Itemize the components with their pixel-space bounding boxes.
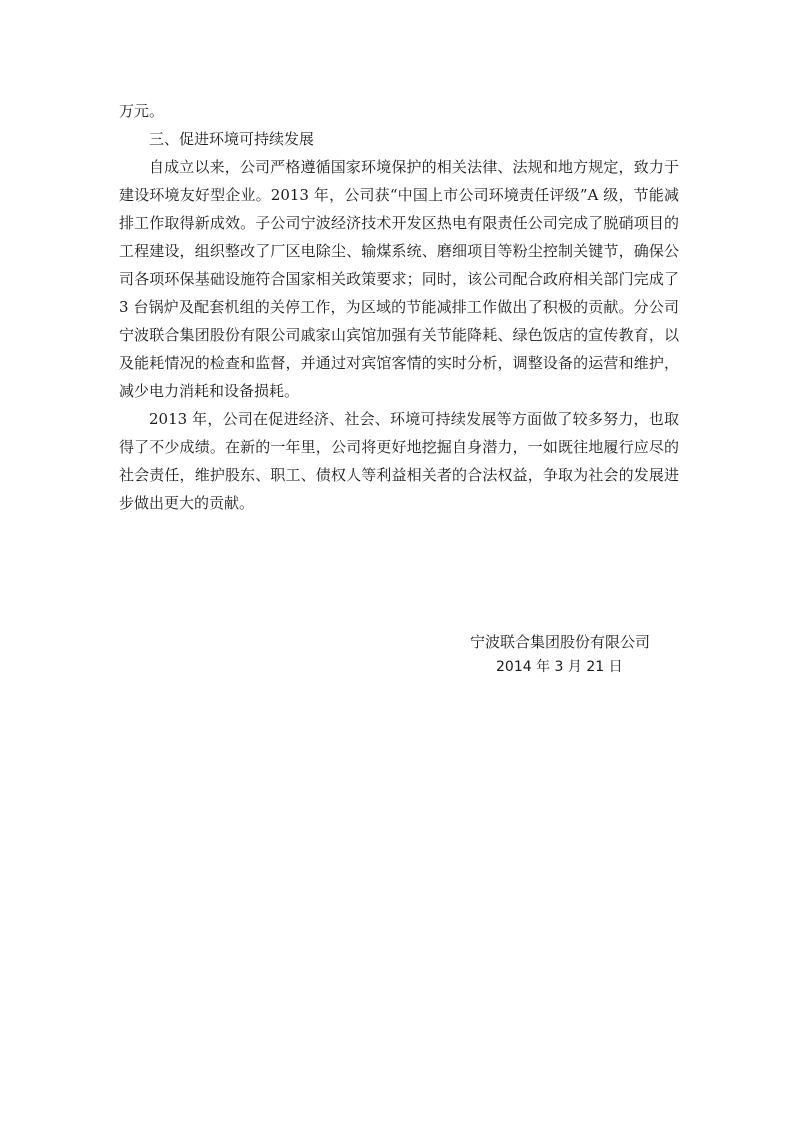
paragraph-environment: 自成立以来，公司严格遵循国家环境保护的相关法律、法规和地方规定，致力于建设环境友好型企业。2013 年，公司获“中国上市公司环境责任评级”A 级，节能减排工作取得新成效。子公司宁波经济技术开发区热电有限责任公司完成了脱硝项目的工程建设，组织整改了厂区电除尘、输煤系统、磨细项目等粉尘控制关键节，确保公司各项环保基础设施符合国家相关政策要求；同时，该公司配合政府相关部门完成了 3 台锅炉及配套机组的关停工作，为区域的节能减排工作做出了积极的贡献。分公司宁波联合集团股份有限公司戚家山宾馆加强有关节能降耗、绿色饭店的宣传教育，以及能耗情况的检查和监督，并通过对宾馆客情的实时分析，调整设备的运营和维护，减少电力消耗和设备损耗。 xyxy=(119,158,679,400)
signature-date: 2014 年 3 月 21 日 xyxy=(496,659,623,675)
document-body xyxy=(119,97,679,517)
paragraph-conclusion: 2013 年，公司在促进经济、社会、环境可持续发展等方面做了较多努力，也取得了不少成绩。在新的一年里，公司将更好地挖掘自身潜力，一如既往地履行应尽的社会责任，维护股东、职工、债权人等利益相关者的合法权益，争取为社会的发展进步做出更大的贡献。 xyxy=(119,410,679,512)
continuation-text: 万元。 xyxy=(119,102,165,120)
signature-block xyxy=(470,630,670,680)
section-heading: 三、促进环境可持续发展 xyxy=(149,130,315,148)
signature-company: 宁波联合集团股份有限公司 xyxy=(470,633,651,651)
